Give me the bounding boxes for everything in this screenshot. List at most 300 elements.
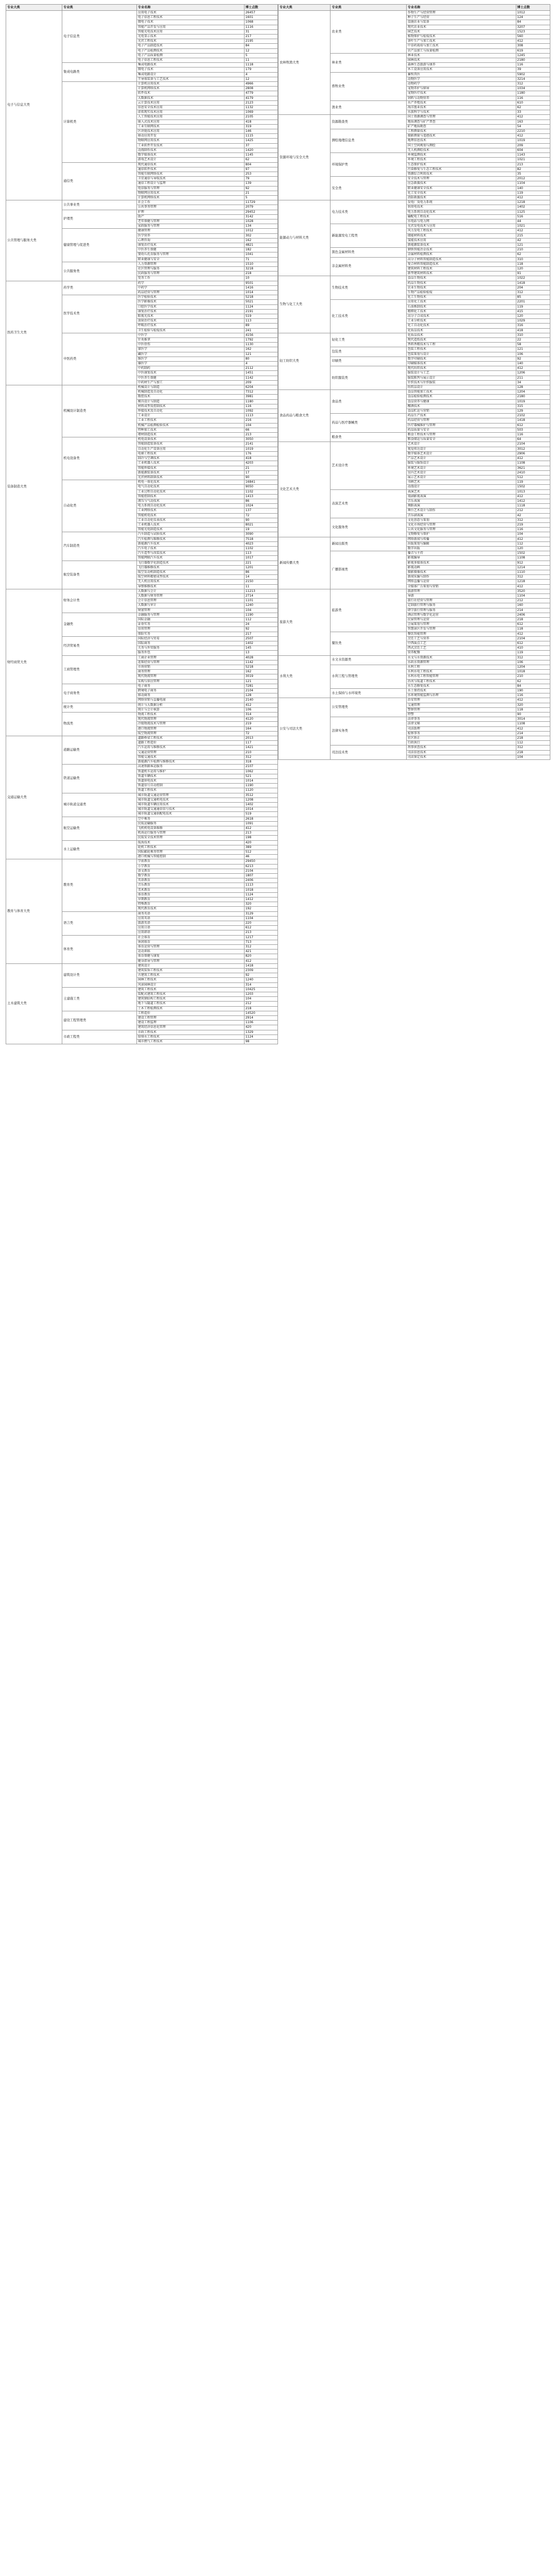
count-cell: 212 xyxy=(244,1002,277,1006)
major-cell: 粮食储运与质量安全 xyxy=(406,437,516,442)
count-cell: 10 xyxy=(244,276,277,281)
col-header-major: 专业名称 xyxy=(136,5,244,11)
major-cell: 智能光电技术应用 xyxy=(136,29,244,34)
count-cell: 1124 xyxy=(244,1035,277,1039)
major-cell: 现代教育技术 xyxy=(136,907,244,911)
count-cell: 1418 xyxy=(244,963,277,968)
major-cell: 数字出版 xyxy=(406,546,516,551)
category-cell: 健康管理与促进类 xyxy=(62,229,137,262)
category-cell: 工商管理类 xyxy=(62,655,137,684)
count-cell: 1115 xyxy=(244,134,277,139)
category-cell: 计算机类 xyxy=(62,82,137,162)
major-cell: 计算机网络技术 xyxy=(136,195,244,200)
major-cell: 软件技术 xyxy=(136,91,244,96)
count-cell: 26457 xyxy=(244,11,277,15)
table-row xyxy=(279,390,550,395)
major-cell: 国土资源调查与管理 xyxy=(406,115,516,120)
major-cell: 城市轨道车辆应用技术 xyxy=(136,802,244,807)
count-cell: 1412 xyxy=(516,499,550,503)
count-cell: 1014 xyxy=(244,778,277,783)
count-cell: 312 xyxy=(516,575,550,580)
count-cell: 84 xyxy=(244,44,277,48)
major-cell: 针织技术与针织服装 xyxy=(406,380,516,385)
major-cell: 工程造价 xyxy=(136,1011,244,1015)
count-cell: 9050 xyxy=(244,485,277,489)
major-cell: 体育保健与康复 xyxy=(136,954,244,959)
count-cell: 13 xyxy=(244,651,277,655)
major-cell: 司法鉴定技术 xyxy=(406,755,516,759)
count-cell: 1418 xyxy=(516,281,550,285)
major-cell: 电梯工程技术 xyxy=(136,451,244,456)
count-cell: 2195 xyxy=(244,39,277,44)
count-cell: 1420 xyxy=(244,148,277,152)
major-cell: 体育运营与管理 xyxy=(136,945,244,950)
count-cell: 1091 xyxy=(244,821,277,826)
count-cell: 44 xyxy=(516,219,550,224)
major-cell: 汽车运用与维修技术 xyxy=(136,745,244,750)
major-cell: 数学教育 xyxy=(136,873,244,878)
category-cell: 测绘地理信息类 xyxy=(331,129,406,153)
major-cell: 法律事务 xyxy=(406,717,516,722)
count-cell: 1142 xyxy=(244,376,277,380)
major-cell: 半导体装备与工艺技术 xyxy=(136,77,244,81)
major-cell: 全媒体广告策划与营销 xyxy=(406,584,516,589)
major-cell: 高分子材料智能制造技术 xyxy=(406,257,516,262)
major-cell: 复合材料智能制造技术 xyxy=(406,262,516,266)
count-cell: 62 xyxy=(516,252,550,257)
count-cell: 804 xyxy=(244,162,277,167)
major-cell: 小学教育 xyxy=(136,864,244,869)
major-cell: 市政工程技术 xyxy=(136,1030,244,1035)
major-cell: 现代农业技术 xyxy=(406,25,516,29)
major-cell: 移动应用开发 xyxy=(136,134,244,139)
major-cell: 动物医学 xyxy=(406,77,516,81)
major-cell: 智能交通技术 xyxy=(136,755,244,759)
major-cell: 水生态修复技术 xyxy=(406,684,516,688)
category-cell: 旅游类 xyxy=(331,589,406,632)
count-cell: 1019 xyxy=(516,399,550,404)
count-cell: 1201 xyxy=(244,565,277,570)
major-cell: 室内艺术设计 xyxy=(406,470,516,475)
count-cell: 415 xyxy=(516,309,550,314)
count-cell: 503 xyxy=(516,428,550,432)
major-cell: 金融服务与管理 xyxy=(136,613,244,617)
major-cell: 消防救援技术 xyxy=(406,195,516,200)
count-cell: 2618 xyxy=(244,817,277,821)
col-header-count: 博士点数 xyxy=(244,5,277,11)
count-cell: 1807 xyxy=(244,873,277,878)
count-cell: 1092 xyxy=(244,409,277,414)
major-cell: 林业技术 xyxy=(406,53,516,58)
count-cell: 1402 xyxy=(244,802,277,807)
count-cell: 315 xyxy=(516,404,550,409)
count-cell: 6213 xyxy=(244,864,277,869)
group-cell: 新闻传播大类 xyxy=(279,537,331,589)
count-cell: 3090 xyxy=(244,532,277,537)
count-cell: 213 xyxy=(244,433,277,437)
count-cell: 316 xyxy=(516,324,550,328)
count-cell: 512 xyxy=(516,475,550,480)
count-cell: 1021 xyxy=(516,224,550,229)
major-cell: 铁道机车运用与维护 xyxy=(136,769,244,774)
major-cell: 光伏工程技术 xyxy=(136,39,244,44)
count-cell: 1214 xyxy=(516,565,550,570)
major-cell: 化工生物技术 xyxy=(406,295,516,300)
major-cell: 警察管理 xyxy=(406,707,516,712)
count-cell: 8021 xyxy=(244,522,277,527)
count-cell: 2104 xyxy=(516,442,550,447)
major-cell: 会计信息管理 xyxy=(136,599,244,603)
major-cell: 药品生物技术 xyxy=(406,281,516,285)
count-cell: 124 xyxy=(516,15,550,20)
count-cell: 163 xyxy=(516,120,550,124)
count-cell: 121 xyxy=(516,347,550,352)
major-cell: 艺术设计 xyxy=(406,442,516,447)
count-cell: 106 xyxy=(516,660,550,665)
major-cell: 化妆品技术 xyxy=(406,328,516,333)
count-cell: 412 xyxy=(516,115,550,120)
major-cell: 钢铁智能冶金技术 xyxy=(406,248,516,252)
count-cell: 104 xyxy=(244,423,277,428)
count-cell: 1106 xyxy=(244,1021,277,1025)
count-cell: 86 xyxy=(244,499,277,503)
major-cell: 大数据技术 xyxy=(136,96,244,100)
count-cell: 2406 xyxy=(516,613,550,617)
category-cell: 药学类 xyxy=(62,281,137,295)
major-cell: 物联网应用技术 xyxy=(136,191,244,195)
category-cell: 水利工程与管理类 xyxy=(331,665,406,689)
major-cell: 城市燃气工程技术 xyxy=(136,1040,244,1044)
major-cell: 通信软件技术 xyxy=(136,167,244,172)
count-cell: 412 xyxy=(516,229,550,233)
major-cell: 水利水电工程智能管理 xyxy=(406,674,516,679)
count-cell: 146 xyxy=(244,129,277,134)
count-cell: 2112 xyxy=(244,366,277,371)
count-cell: 2914 xyxy=(244,1016,277,1021)
count-cell: 218 xyxy=(516,750,550,755)
major-cell: 研学旅行管理与服务 xyxy=(406,608,516,613)
group-cell: 旅游大类 xyxy=(279,589,331,655)
major-cell: 智能机电技术 xyxy=(136,513,244,518)
major-cell: 工业机器人技术 xyxy=(136,522,244,527)
category-cell: 航空运输类 xyxy=(62,817,137,840)
count-cell: 1118 xyxy=(516,504,550,509)
count-cell: 418 xyxy=(244,456,277,461)
major-cell: 中医养生保健 xyxy=(136,248,244,252)
major-cell: 风力发电工程技术 xyxy=(406,229,516,233)
major-cell: 铁道工程技术 xyxy=(136,788,244,793)
major-cell: 美术教育 xyxy=(136,888,244,892)
count-cell: 22 xyxy=(516,338,550,343)
major-cell: 交通管理 xyxy=(406,703,516,707)
count-cell: 1132 xyxy=(244,106,277,110)
count-cell: 14520 xyxy=(244,1011,277,1015)
major-cell: 航空物流管理 xyxy=(136,731,244,736)
major-cell: 电子产品检测技术 xyxy=(136,48,244,53)
count-cell: 312 xyxy=(516,745,550,750)
table-row xyxy=(279,11,550,15)
major-cell: 市场营销 xyxy=(136,665,244,670)
count-cell: 4 xyxy=(244,72,277,77)
major-cell: 戏剧影视表演 xyxy=(406,494,516,499)
major-cell: 道路桥梁工程技术 xyxy=(136,736,244,741)
group-cell: 食品药品与粮食大类 xyxy=(279,390,331,442)
major-cell: 酿酒技术 xyxy=(406,404,516,409)
count-cell: 90 xyxy=(244,518,277,522)
count-cell: 1329 xyxy=(244,1030,277,1035)
major-cell: 新型建筑材料技术 xyxy=(406,272,516,276)
major-cell: 安全技术与管理 xyxy=(406,177,516,181)
major-cell: 旅游英语 xyxy=(136,921,244,926)
table-row xyxy=(6,385,278,390)
major-cell: 信息安全技术应用 xyxy=(136,106,244,110)
major-cell: 石油炼制技术 xyxy=(406,304,516,309)
major-cell: 傣医学 xyxy=(136,362,244,366)
count-cell: 1240 xyxy=(244,978,277,982)
major-cell: 舞台艺术设计与制作 xyxy=(406,509,516,513)
major-cell: 城市轨道交通机电技术 xyxy=(136,798,244,802)
table-row xyxy=(6,200,278,205)
group-cell: 财经商贸大类 xyxy=(6,589,62,736)
group-cell: 公安与司法大类 xyxy=(279,698,331,760)
major-cell: 人力资源管理 xyxy=(136,262,244,266)
group-cell: 水利大类 xyxy=(279,655,331,698)
major-cell: 水利水电工程技术 xyxy=(406,670,516,674)
count-cell: 1041 xyxy=(244,252,277,257)
major-cell: 云计算技术应用 xyxy=(136,100,244,105)
major-cell: 司法助理 xyxy=(406,726,516,731)
count-cell: 84 xyxy=(516,20,550,25)
major-cell: 社会工作 xyxy=(136,200,244,205)
count-cell: 1104 xyxy=(516,181,550,186)
count-cell: 128 xyxy=(244,693,277,698)
major-cell: 证券实务 xyxy=(136,622,244,627)
major-cell: 储能材料技术 xyxy=(406,233,516,238)
major-cell: 微电子技术 xyxy=(136,20,244,25)
major-cell: 智能互联网络技术 xyxy=(136,172,244,176)
major-cell: 航海技术 xyxy=(136,840,244,845)
major-cell: 检察事务 xyxy=(406,731,516,736)
count-cell: 3019 xyxy=(244,674,277,679)
count-cell: 1034 xyxy=(516,87,550,91)
category-cell: 表演艺术类 xyxy=(331,489,406,518)
count-cell: 5 xyxy=(244,195,277,200)
count-cell: 160 xyxy=(516,603,550,608)
major-cell: 地理信息技术 xyxy=(406,139,516,143)
count-cell: 104 xyxy=(244,997,277,1002)
category-cell: 文化服务类 xyxy=(331,518,406,537)
major-cell: 机械制造及自动化 xyxy=(136,390,244,395)
count-cell: 1024 xyxy=(244,504,277,509)
major-cell: 液压与气动技术 xyxy=(136,499,244,503)
group-cell: 医药卫生大类 xyxy=(6,281,62,385)
category-cell: 自动化类 xyxy=(62,480,137,532)
count-cell: 820 xyxy=(244,954,277,959)
major-cell: 运动训练 xyxy=(136,950,244,954)
count-cell: 1402 xyxy=(516,205,550,210)
count-cell: 33 xyxy=(516,110,550,115)
category-cell: 机械设计制造类 xyxy=(62,385,137,437)
count-cell: 1108 xyxy=(516,556,550,561)
major-cell: 光伏材料制备技术 xyxy=(136,475,244,480)
count-cell: 162 xyxy=(244,670,277,674)
count-cell: 29450 xyxy=(244,859,277,864)
count-cell: 512 xyxy=(244,850,277,854)
major-cell: 模具设计与制造 xyxy=(136,399,244,404)
count-cell: 412 xyxy=(516,366,550,371)
major-cell: 建筑材料工程技术 xyxy=(406,266,516,271)
major-cell: 工业机器人技术 xyxy=(136,461,244,466)
count-cell: 1108 xyxy=(516,461,550,466)
count-cell: 1124 xyxy=(244,892,277,897)
major-cell: 工业互联网技术 xyxy=(136,124,244,129)
category-cell: 林业类 xyxy=(331,53,406,72)
major-cell: 民宿管理与运营 xyxy=(406,618,516,622)
major-cell: 制冷与空调技术 xyxy=(136,456,244,461)
major-cell: 蒙医学 xyxy=(136,347,244,352)
major-cell: 健身指导与管理 xyxy=(136,959,244,963)
count-cell: 320 xyxy=(244,902,277,907)
count-cell: 72 xyxy=(244,731,277,736)
major-cell: 建设工程监理 xyxy=(136,1021,244,1025)
major-cell: 化妆品技术 xyxy=(406,333,516,337)
count-cell: 98 xyxy=(244,1040,277,1044)
major-cell: 药品经营与管理 xyxy=(136,290,244,295)
category-cell: 广播影视类 xyxy=(331,551,406,589)
major-cell: 生物产品检验检疫 xyxy=(406,290,516,295)
count-cell: 1413 xyxy=(244,494,277,499)
count-cell: 412 xyxy=(516,39,550,44)
major-cell: 药学 xyxy=(136,281,244,285)
table-row xyxy=(279,333,550,337)
major-cell: 建筑钢结构工程技术 xyxy=(136,997,244,1002)
count-cell: 1240 xyxy=(244,603,277,608)
count-cell: 308 xyxy=(516,44,550,48)
count-cell: 164 xyxy=(244,726,277,731)
major-cell: 印刷媒体技术 xyxy=(406,362,516,366)
count-cell: 139 xyxy=(244,181,277,186)
major-cell: 木工设备应用技术 xyxy=(406,67,516,72)
count-cell: 1062 xyxy=(244,769,277,774)
major-cell: 音乐剧表演 xyxy=(406,513,516,518)
count-cell: 320 xyxy=(516,703,550,707)
count-cell: 119 xyxy=(516,304,550,309)
group-cell: 公共管理与服务大类 xyxy=(6,200,62,281)
count-cell: 215 xyxy=(516,233,550,238)
count-cell: 420 xyxy=(244,840,277,845)
count-cell: 209 xyxy=(244,380,277,385)
major-cell: 党务工作 xyxy=(136,276,244,281)
table-row xyxy=(279,115,550,120)
count-cell: 1021 xyxy=(516,158,550,162)
category-cell: 通信类 xyxy=(62,162,137,200)
major-cell: 虚拟现实技术应用 xyxy=(136,110,244,115)
count-cell: 12 xyxy=(244,48,277,53)
table-row xyxy=(279,698,550,703)
category-cell: 航空装备类 xyxy=(62,561,137,589)
count-cell: 1510 xyxy=(244,262,277,266)
category-cell: 金融类 xyxy=(62,613,137,636)
major-cell: 中药制药 xyxy=(136,366,244,371)
col-header-major: 专业名称 xyxy=(406,5,516,11)
count-cell: 116 xyxy=(516,433,550,437)
major-cell: 铁道供电技术 xyxy=(136,778,244,783)
count-cell: 213 xyxy=(244,831,277,836)
count-cell: 2104 xyxy=(516,636,550,641)
count-cell: 1218 xyxy=(516,580,550,584)
major-cell: 现代物流管理 xyxy=(136,717,244,722)
col-header-count: 博士点数 xyxy=(516,5,550,11)
major-cell: 民航运输服务 xyxy=(136,821,244,826)
table-row xyxy=(279,537,550,541)
major-cell: 藏医学 xyxy=(136,352,244,357)
count-cell: 1143 xyxy=(516,153,550,158)
major-cell: 农产品加工与质量检测 xyxy=(406,48,516,53)
category-cell: 化工技术类 xyxy=(331,300,406,333)
count-cell: 204 xyxy=(516,285,550,290)
major-cell: 治安管理 xyxy=(406,698,516,703)
count-cell: 119 xyxy=(516,191,550,195)
count-cell: 412 xyxy=(516,195,550,200)
major-cell: 影视多媒体技术 xyxy=(406,561,516,565)
category-cell: 餐饮类 xyxy=(331,632,406,655)
count-cell: 2714 xyxy=(244,594,277,598)
count-cell: 121 xyxy=(244,352,277,357)
major-cell: 中药学 xyxy=(136,285,244,290)
left-half xyxy=(6,4,278,1044)
count-cell: 64 xyxy=(516,437,550,442)
major-cell: 飞机机电设备维修 xyxy=(136,826,244,831)
major-cell: 工业网络技术 xyxy=(136,509,244,513)
major-cell: 电子信息工程技术 xyxy=(136,58,244,63)
group-cell: 农林牧渔大类 xyxy=(279,11,331,115)
major-cell: 铁道车辆技术 xyxy=(136,774,244,778)
col-header-group: 专业大类 xyxy=(279,5,331,11)
count-cell: 214 xyxy=(516,608,550,613)
count-cell: 134 xyxy=(244,224,277,229)
major-cell: 智能制造装备技术 xyxy=(136,442,244,447)
count-cell: 410 xyxy=(516,646,550,651)
major-cell: 港口物流管理 xyxy=(136,726,244,731)
category-cell: 非金属材料类 xyxy=(331,257,406,276)
count-cell: 85 xyxy=(516,295,550,300)
count-cell: 24 xyxy=(244,622,277,627)
major-cell: 应用英语 xyxy=(136,916,244,921)
count-cell: 1402 xyxy=(244,641,277,646)
category-cell: 语言类 xyxy=(62,911,137,935)
major-cell: 服装与服饰设计 xyxy=(406,461,516,466)
count-cell: 4120 xyxy=(244,717,277,722)
count-cell: 66 xyxy=(244,428,277,432)
major-cell: 旅游管理 xyxy=(406,589,516,594)
count-cell: 418 xyxy=(244,120,277,124)
table-row xyxy=(6,11,278,15)
major-cell: 城市轨道交通通信信号技术 xyxy=(136,807,244,812)
count-cell: 16841 xyxy=(244,480,277,485)
major-cell: 新闻采编与制作 xyxy=(406,575,516,580)
major-cell: 无人机测绘技术 xyxy=(406,148,516,152)
major-cell: 医学影像技术 xyxy=(136,300,244,304)
count-cell: 2210 xyxy=(516,129,550,134)
major-cell: 地质调查与矿产普查 xyxy=(406,120,516,124)
count-cell: 1451 xyxy=(244,371,277,376)
major-cell: 康复治疗技术 xyxy=(136,309,244,314)
count-cell: 418 xyxy=(516,328,550,333)
count-cell: 412 xyxy=(516,456,550,461)
major-cell: 连锁经营与管理 xyxy=(136,660,244,665)
col-header-group: 专业大类 xyxy=(6,5,62,11)
count-cell: 84 xyxy=(516,684,550,688)
